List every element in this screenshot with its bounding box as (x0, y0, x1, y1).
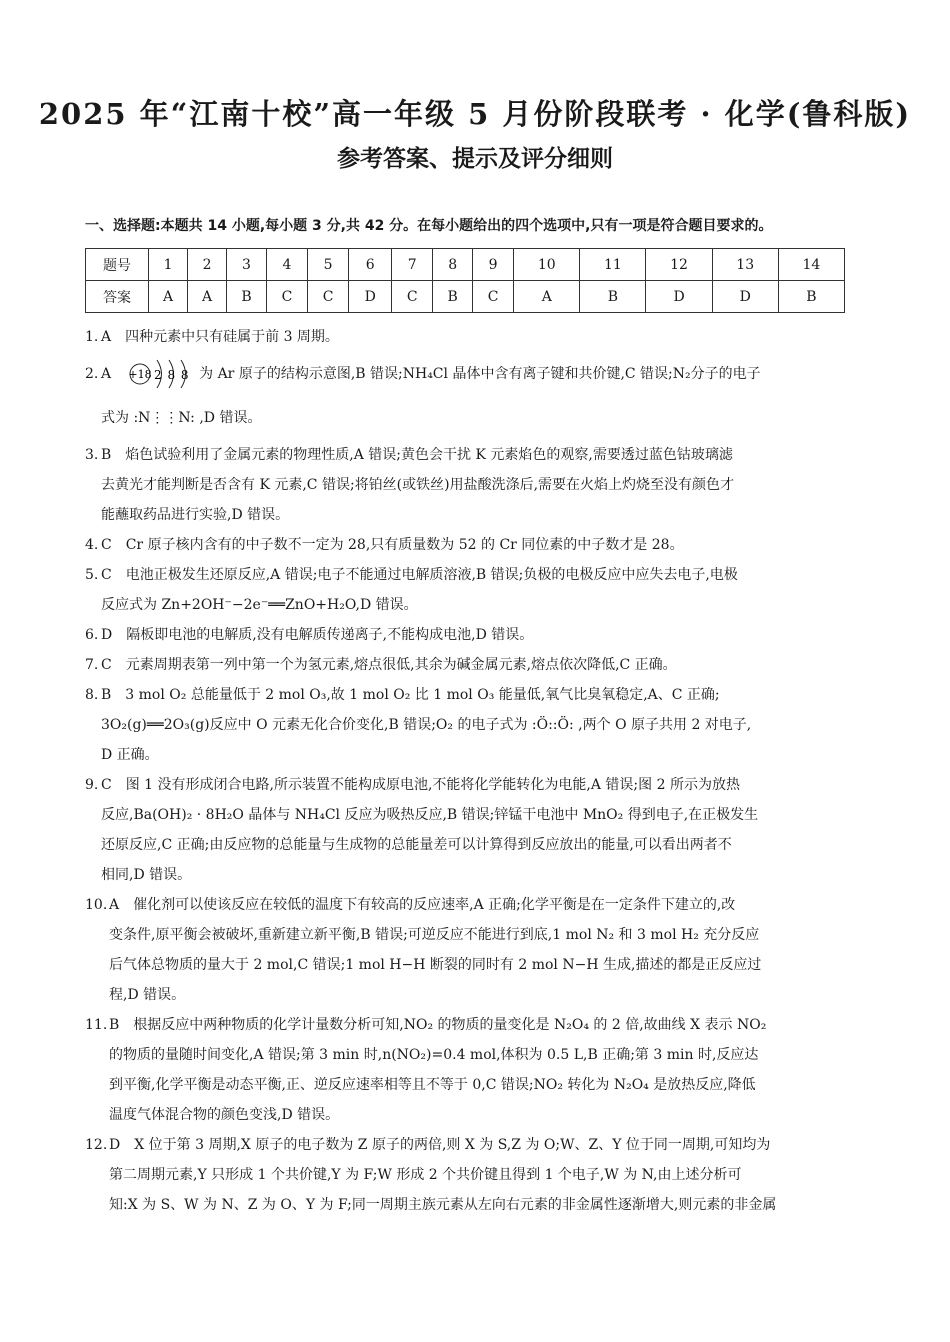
answer-cell: C (266, 281, 307, 313)
page-title: 2025 年“江南十校”高一年级 5 月份阶段联考 · 化学(鲁科版) (38, 97, 912, 131)
item-answer: C (101, 777, 112, 793)
item-line: 能蘸取药品进行实验,D 错误。 (101, 507, 290, 523)
explanation-item (85, 440, 870, 530)
item-number: 1. (85, 329, 99, 345)
item-line: 催化剂可以使该反应在较低的温度下有较高的反应速率,A 正确;化学平衡是在一定条件下建立的,改 (133, 897, 736, 913)
item-text (125, 680, 870, 710)
item-line: 反应,Ba(OH)₂ · 8H₂O 晶体与 NH₄Cl 反应为吸热反应,B 错误;锌锰干电池中 MnO₂ 得到电子,在正极发生 (101, 807, 759, 823)
explanation-item (85, 322, 870, 352)
row-label-answer: 答案 (86, 281, 149, 313)
item-line: X 位于第 3 周期,X 原子的电子数为 Z 原子的两倍,则 X 为 S,Z 为 O;W、Z、Y 位于同一周期,可知均为 (134, 1137, 771, 1153)
question-number-cell: 11 (580, 249, 646, 281)
item-line: 变条件,原平衡会被破坏,重新建立新平衡,B 错误;可逆反应不能进行到底,1 mol N₂ 和 3 mol H₂ 充分反应 (109, 927, 760, 943)
item-text (126, 650, 870, 680)
item-text (133, 890, 870, 920)
item-line: 后气体总物质的量大于 2 mol,C 错误;1 mol H−H 断裂的同时有 2 mol N−H 生成,描述的都是正反应过 (109, 957, 762, 973)
explanation-list (85, 322, 870, 1220)
item-number: 4. (85, 537, 99, 553)
question-number-cell: 13 (712, 249, 778, 281)
item-answer: B (101, 447, 112, 463)
item-number: 11. (85, 1017, 108, 1033)
explanation-item (85, 890, 870, 1010)
item-text (125, 440, 870, 470)
answer-cell: B (433, 281, 473, 313)
item-line: 第二周期元素,Y 只形成 1 个共价键,Y 为 F;W 形成 2 个共价键且得到 1 个电子,W 为 N,由上述分析可 (109, 1167, 742, 1183)
row-label-number: 题号 (86, 249, 149, 281)
item-line: 图 1 没有形成闭合电路,所示装置不能构成原电池,不能将化学能转化为电能,A 错误;图 2 所示为放热 (125, 777, 740, 793)
item-line: 四种元素中只有硅属于前 3 周期。 (125, 329, 339, 345)
item-line: 元素周期表第一列中第一个为氢元素,熔点很低,其余为碱金属元素,熔点依次降低,C 正确。 (125, 657, 677, 673)
question-number-cell: 3 (227, 249, 267, 281)
item-text (125, 352, 870, 396)
item-text (126, 770, 870, 800)
question-number-cell: 6 (349, 249, 392, 281)
answer-table-answer-row (86, 281, 845, 313)
answer-cell: D (712, 281, 778, 313)
question-number-cell: 8 (433, 249, 473, 281)
item-answer: A (101, 329, 112, 345)
item-text (125, 322, 870, 352)
item-answer: C (101, 657, 112, 673)
page-subtitle: 参考答案、提示及评分细则 (337, 146, 613, 172)
item-line: 3O₂(g)══2O₃(g)反应中 O 元素无化合价变化,B 错误;O₂ 的电子式为 :Ö::Ö: ,两个 O 原子共用 2 对电子, (101, 717, 752, 733)
item-line: 根据反应中两种物质的化学计量数分析可知,NO₂ 的物质的量变化是 N₂O₄ 的 2 倍,故曲线 X 表示 NO₂ (133, 1017, 767, 1033)
item-line: 到平衡,化学平衡是动态平衡,正、逆反应速率相等且不等于 0,C 错误;NO₂ 转化为 N₂O₄ 是放热反应,降低 (109, 1077, 756, 1093)
item-answer: A (101, 366, 112, 382)
answer-cell: B (580, 281, 646, 313)
electron-shell-counts: 2 8 8 (154, 368, 190, 382)
item-answer: B (101, 687, 112, 703)
explanation-item (85, 1010, 870, 1130)
item-text (126, 530, 870, 560)
item-line: 去黄光才能判断是否含有 K 元素,C 错误;将铂丝(或铁丝)用盐酸洗涤后,需要在火焰上灼烧至没有颜色才 (101, 477, 735, 493)
answer-table-number-row (86, 249, 845, 281)
item-answer: B (109, 1017, 120, 1033)
explanation-item (85, 620, 870, 650)
answer-cell: C (392, 281, 433, 313)
item-line: 电池正极发生还原反应,A 错误;电子不能通过电解质溶液,B 错误;负极的电极反应中应失去电子,电极 (125, 567, 738, 583)
explanation-item (85, 1130, 870, 1220)
item-number: 3. (85, 447, 99, 463)
explanation-item (85, 352, 870, 440)
item-answer: D (109, 1137, 121, 1153)
answer-cell: B (778, 281, 844, 313)
item-line: 知:X 为 S、W 为 N、Z 为 O、Y 为 F;同一周期主族元素从左向右元素的非金属性逐渐增大,则元素的非金属 (109, 1197, 777, 1213)
question-number-cell: 14 (778, 249, 844, 281)
item-answer: A (109, 897, 120, 913)
item-text (133, 1010, 870, 1040)
question-number-cell: 1 (149, 249, 188, 281)
question-number-cell: 2 (188, 249, 227, 281)
explanation-item (85, 770, 870, 890)
answer-cell: D (349, 281, 392, 313)
question-number-cell: 10 (514, 249, 580, 281)
item-number: 6. (85, 627, 99, 643)
item-line: 为 Ar 原子的结构示意图,B 错误;NH₄Cl 晶体中含有离子键和共价键,C 错误;N₂分子的电子 (199, 366, 761, 382)
answer-cell: C (473, 281, 514, 313)
item-number: 5. (85, 567, 99, 583)
item-answer: D (101, 627, 113, 643)
item-answer: C (101, 567, 112, 583)
item-text (126, 620, 870, 650)
explanation-item (85, 530, 870, 560)
item-line: 程,D 错误。 (109, 987, 186, 1003)
question-number-cell: 12 (646, 249, 712, 281)
explanation-item (85, 650, 870, 680)
answer-cell: C (308, 281, 349, 313)
answer-cell: A (188, 281, 227, 313)
nucleus-charge: +18 (128, 368, 152, 381)
answer-cell: A (514, 281, 580, 313)
answer-cell: B (227, 281, 267, 313)
item-number: 9. (85, 777, 99, 793)
atomic-structure-diagram (127, 354, 197, 394)
item-line: Cr 原子核内含有的中子数不一定为 28,只有质量数为 52 的 Cr 同位素的中子数才是 28。 (125, 537, 684, 553)
question-number-cell: 7 (392, 249, 433, 281)
section-heading: 一、选择题:本题共 14 小题,每小题 3 分,共 42 分。在每小题给出的四个选项中,只有一项是符合题目要求的。 (85, 218, 773, 234)
explanation-item (85, 560, 870, 620)
question-number-cell: 4 (266, 249, 307, 281)
item-line: 焰色试验利用了金属元素的物理性质,A 错误;黄色会干扰 K 元素焰色的观察,需要透过蓝色钴玻璃滤 (125, 447, 733, 463)
item-text (134, 1130, 870, 1160)
answer-table (85, 248, 845, 313)
item-line: 式为 :N⋮⋮N: ,D 错误。 (101, 410, 262, 426)
item-line: 反应式为 Zn+2OH⁻−2e⁻══ZnO+H₂O,D 错误。 (101, 597, 418, 613)
answer-cell: A (149, 281, 188, 313)
question-number-cell: 9 (473, 249, 514, 281)
item-number: 10. (85, 897, 108, 913)
item-number: 8. (85, 687, 99, 703)
item-answer: C (101, 537, 112, 553)
item-line: 的物质的量随时间变化,A 错误;第 3 min 时,n(NO₂)=0.4 mol,体积为 0.5 L,B 正确;第 3 min 时,反应达 (109, 1047, 759, 1063)
item-line: D 正确。 (101, 747, 159, 763)
item-number: 2. (85, 366, 99, 382)
item-number: 12. (85, 1137, 108, 1153)
question-number-cell: 5 (308, 249, 349, 281)
item-number: 7. (85, 657, 99, 673)
item-line: 隔板即电池的电解质,没有电解质传递离子,不能构成电池,D 错误。 (126, 627, 534, 643)
item-text (126, 560, 870, 590)
item-line: 相同,D 错误。 (101, 867, 192, 883)
item-line: 还原反应,C 正确;由反应物的总能量与生成物的总能量差可以计算得到反应放出的能量,可以看出两者不 (101, 837, 732, 853)
item-line: 3 mol O₂ 总能量低于 2 mol O₃,故 1 mol O₂ 比 1 mol O₃ 能量低,氧气比臭氧稳定,A、C 正确; (125, 687, 720, 703)
item-line: 温度气体混合物的颜色变浅,D 错误。 (109, 1107, 340, 1123)
answer-cell: D (646, 281, 712, 313)
explanation-item (85, 680, 870, 770)
